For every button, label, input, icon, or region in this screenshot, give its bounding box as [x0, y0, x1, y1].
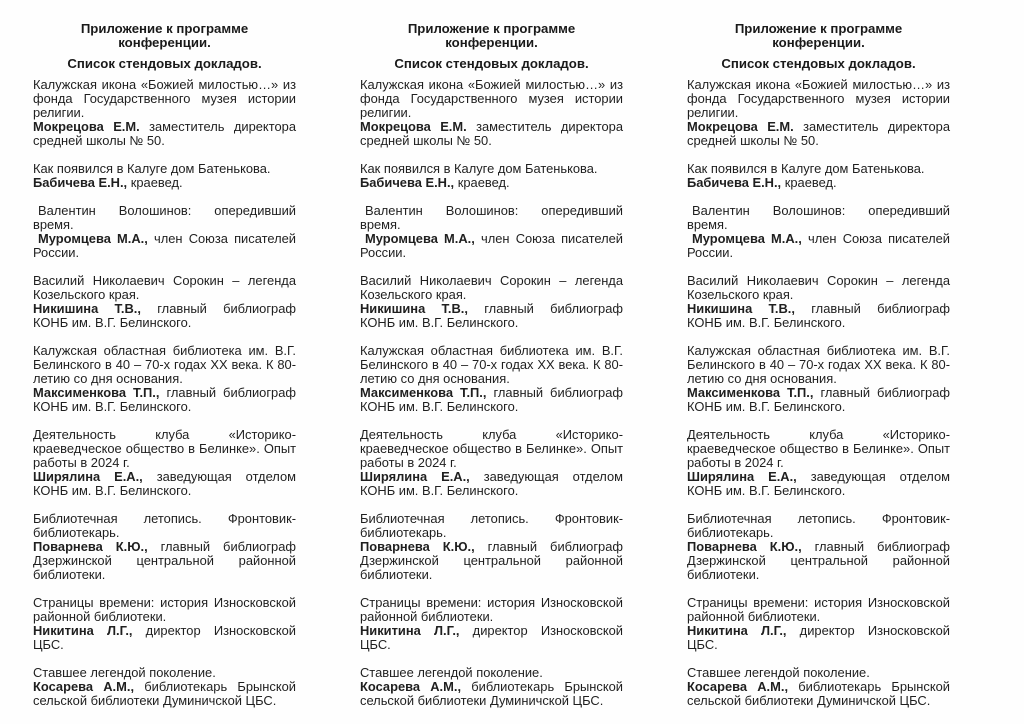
page-subtitle: Список стендовых докладов. [67, 56, 262, 71]
report-author-name: Косарева А.М., [360, 679, 462, 694]
report-author-name: Поварнева К.Ю., [360, 539, 475, 554]
report-author-name: Никишина Т.В., [687, 301, 795, 316]
report-author-name: Максименкова Т.П., [360, 385, 487, 400]
report-item [360, 162, 623, 190]
report-title: Библиотечная летопись. Фронтовик-библиотекарь. [33, 511, 296, 540]
report-item [687, 78, 950, 148]
report-item [33, 512, 296, 582]
report-author-line [33, 386, 296, 414]
report-author-name: Никишина Т.В., [33, 301, 141, 316]
report-author-line [687, 120, 950, 148]
report-item [360, 204, 623, 260]
report-author-name: Максименкова Т.П., [33, 385, 160, 400]
report-item [360, 512, 623, 582]
report-title: Страницы времени: история Износковской районной библиотеки. [687, 595, 950, 624]
report-item [33, 162, 296, 190]
report-author-line [33, 302, 296, 330]
report-author-affiliation: член Союза писателей России. [360, 231, 623, 260]
report-title: Калужская икона «Божией милостью…» из фонда Государственного музея истории религии. [360, 77, 623, 120]
page-title: Приложение к программе конференции. [734, 21, 903, 50]
report-author-name: Бабичева Е.Н., [360, 175, 455, 190]
report-author-name: Ширялина Е.А., [360, 469, 470, 484]
report-author-affiliation: директор Износковской ЦБС. [687, 623, 950, 652]
report-item [33, 596, 296, 652]
report-item [360, 344, 623, 414]
report-author-name: Муромцева М.А., [38, 231, 148, 246]
report-author-affiliation: заведующая отделом КОНБ им. В.Г. Белинского. [687, 469, 951, 498]
report-title: Библиотечная летопись. Фронтовик-библиотекарь. [687, 511, 950, 540]
report-author-name: Ширялина Е.А., [687, 469, 797, 484]
report-author-affiliation: главный библиограф КОНБ им. В.Г. Белинского. [687, 301, 950, 330]
report-author-name: Максименкова Т.П., [687, 385, 814, 400]
report-author-name: Ширялина Е.А., [33, 469, 143, 484]
report-author-affiliation: краевед. [781, 175, 837, 190]
report-item [687, 512, 950, 582]
program-column [687, 22, 950, 724]
report-author-line [687, 470, 950, 498]
report-author-name: Мокрецова Е.М. [33, 119, 140, 134]
report-author-affiliation: член Союза писателей России. [687, 231, 950, 260]
report-title: Ставшее легендой поколение. [687, 665, 870, 680]
report-author-name: Косарева А.М., [687, 679, 789, 694]
program-column [33, 22, 296, 724]
report-author-line [360, 302, 623, 330]
report-list [687, 78, 950, 708]
report-author-line [33, 232, 296, 260]
report-author-name: Никитина Л.Г., [33, 623, 133, 638]
report-title: Деятельность клуба «Историко-краеведческое общество в Белинке». Опыт работы в 2024 г. [33, 427, 296, 470]
report-title: Страницы времени: история Износковской районной библиотеки. [360, 595, 623, 624]
report-author-line [33, 120, 296, 148]
report-author-affiliation: главный библиограф КОНБ им. В.Г. Белинского. [360, 385, 623, 414]
report-item [360, 274, 623, 330]
report-title: Библиотечная летопись. Фронтовик-библиотекарь. [360, 511, 623, 540]
report-item [360, 78, 623, 148]
report-author-affiliation: заместитель директора средней школы № 50. [360, 119, 623, 148]
report-author-line [687, 386, 950, 414]
report-title: Калужская икона «Божией милостью…» из фонда Государственного музея истории религии. [33, 77, 296, 120]
report-title: Калужская областная библиотека им. В.Г. Белинского в 40 – 70-х годах ХХ века. К 80-летию со дня основания. [360, 343, 623, 386]
report-author-line [360, 176, 623, 190]
report-author-line [360, 232, 623, 260]
report-title: Ставшее легендой поколение. [33, 665, 216, 680]
report-author-affiliation: библиотекарь Брынской сельской библиотеки Думиничской ЦБС. [360, 679, 623, 708]
report-author-name: Поварнева К.Ю., [33, 539, 148, 554]
report-author-line [687, 540, 950, 582]
report-author-name: Косарева А.М., [33, 679, 135, 694]
report-title: Василий Николаевич Сорокин – легенда Козельского края. [687, 273, 950, 302]
page-subtitle: Список стендовых докладов. [721, 56, 916, 71]
report-author-line [687, 232, 950, 260]
report-author-name: Никишина Т.В., [360, 301, 468, 316]
report-author-affiliation: библиотекарь Брынской сельской библиотеки Думиничской ЦБС. [33, 679, 296, 708]
report-author-line [687, 302, 950, 330]
report-author-name: Никитина Л.Г., [687, 623, 787, 638]
report-author-affiliation: заведующая отделом КОНБ им. В.Г. Белинского. [360, 469, 624, 498]
report-author-name: Бабичева Е.Н., [687, 175, 782, 190]
report-title: Валентин Волошинов: опередивший время. [33, 203, 296, 232]
report-author-line [360, 386, 623, 414]
report-author-line [33, 540, 296, 582]
page-title: Приложение к программе конференции. [80, 21, 249, 50]
report-author-affiliation: заместитель директора средней школы № 50. [33, 119, 296, 148]
report-author-affiliation: главный библиограф Дзержинской центральной районной библиотеки. [360, 539, 623, 582]
report-title: Как появился в Калуге дом Батенькова. [687, 161, 925, 176]
report-author-affiliation: главный библиограф Дзержинской центральной районной библиотеки. [33, 539, 296, 582]
report-author-name: Поварнева К.Ю., [687, 539, 802, 554]
report-item [687, 274, 950, 330]
report-author-name: Никитина Л.Г., [360, 623, 460, 638]
report-author-affiliation: главный библиограф КОНБ им. В.Г. Белинского. [33, 385, 296, 414]
report-author-name: Мокрецова Е.М. [360, 119, 467, 134]
program-column [360, 22, 623, 724]
report-item [33, 428, 296, 498]
report-author-affiliation: заместитель директора средней школы № 50. [687, 119, 950, 148]
report-author-line [33, 624, 296, 652]
report-item [33, 274, 296, 330]
report-item [687, 162, 950, 190]
report-author-line [33, 470, 296, 498]
report-item [687, 666, 950, 708]
report-author-name: Мокрецова Е.М. [687, 119, 794, 134]
report-author-line [360, 120, 623, 148]
report-title: Деятельность клуба «Историко-краеведческое общество в Белинке». Опыт работы в 2024 г. [360, 427, 623, 470]
report-title: Ставшее легендой поколение. [360, 665, 543, 680]
report-title: Как появился в Калуге дом Батенькова. [33, 161, 271, 176]
report-author-affiliation: главный библиограф Дзержинской центральной районной библиотеки. [687, 539, 950, 582]
report-author-line [33, 176, 296, 190]
report-author-affiliation: член Союза писателей России. [33, 231, 296, 260]
report-title: Калужская икона «Божией милостью…» из фонда Государственного музея истории религии. [687, 77, 950, 120]
report-author-line [360, 470, 623, 498]
report-title: Василий Николаевич Сорокин – легенда Козельского края. [360, 273, 623, 302]
report-title: Как появился в Калуге дом Батенькова. [360, 161, 598, 176]
report-author-affiliation: директор Износковской ЦБС. [360, 623, 623, 652]
report-author-affiliation: главный библиограф КОНБ им. В.Г. Белинского. [33, 301, 296, 330]
report-author-name: Бабичева Е.Н., [33, 175, 128, 190]
report-author-name: Муромцева М.А., [692, 231, 802, 246]
report-item [360, 596, 623, 652]
page-subtitle: Список стендовых докладов. [394, 56, 589, 71]
report-author-affiliation: краевед. [454, 175, 510, 190]
report-item [33, 666, 296, 708]
report-title: Страницы времени: история Износковской районной библиотеки. [33, 595, 296, 624]
report-title: Валентин Волошинов: опередивший время. [687, 203, 950, 232]
report-item [687, 204, 950, 260]
report-author-line [360, 680, 623, 708]
report-author-affiliation: директор Износковской ЦБС. [33, 623, 296, 652]
report-item [687, 428, 950, 498]
report-item [687, 596, 950, 652]
report-title: Валентин Волошинов: опередивший время. [360, 203, 623, 232]
report-author-name: Муромцева М.А., [365, 231, 475, 246]
report-title: Деятельность клуба «Историко-краеведческое общество в Белинке». Опыт работы в 2024 г. [687, 427, 950, 470]
report-title: Калужская областная библиотека им. В.Г. Белинского в 40 – 70-х годах ХХ века. К 80-летию со дня основания. [33, 343, 296, 386]
page-title: Приложение к программе конференции. [407, 21, 576, 50]
report-author-line [687, 624, 950, 652]
report-item [360, 428, 623, 498]
report-author-line [360, 540, 623, 582]
report-item [360, 666, 623, 708]
report-list [360, 78, 623, 708]
report-author-line [687, 680, 950, 708]
report-title: Калужская областная библиотека им. В.Г. Белинского в 40 – 70-х годах ХХ века. К 80-летию со дня основания. [687, 343, 950, 386]
report-title: Василий Николаевич Сорокин – легенда Козельского края. [33, 273, 296, 302]
report-author-affiliation: библиотекарь Брынской сельской библиотеки Думиничской ЦБС. [687, 679, 950, 708]
report-item [33, 204, 296, 260]
report-item [33, 78, 296, 148]
report-author-affiliation: краевед. [127, 175, 183, 190]
report-item [33, 344, 296, 414]
report-author-affiliation: главный библиограф КОНБ им. В.Г. Белинского. [687, 385, 950, 414]
report-author-line [687, 176, 950, 190]
report-author-line [360, 624, 623, 652]
report-list [33, 78, 296, 708]
report-author-line [33, 680, 296, 708]
report-item [687, 344, 950, 414]
report-author-affiliation: заведующая отделом КОНБ им. В.Г. Белинского. [33, 469, 297, 498]
report-author-affiliation: главный библиограф КОНБ им. В.Г. Белинского. [360, 301, 623, 330]
